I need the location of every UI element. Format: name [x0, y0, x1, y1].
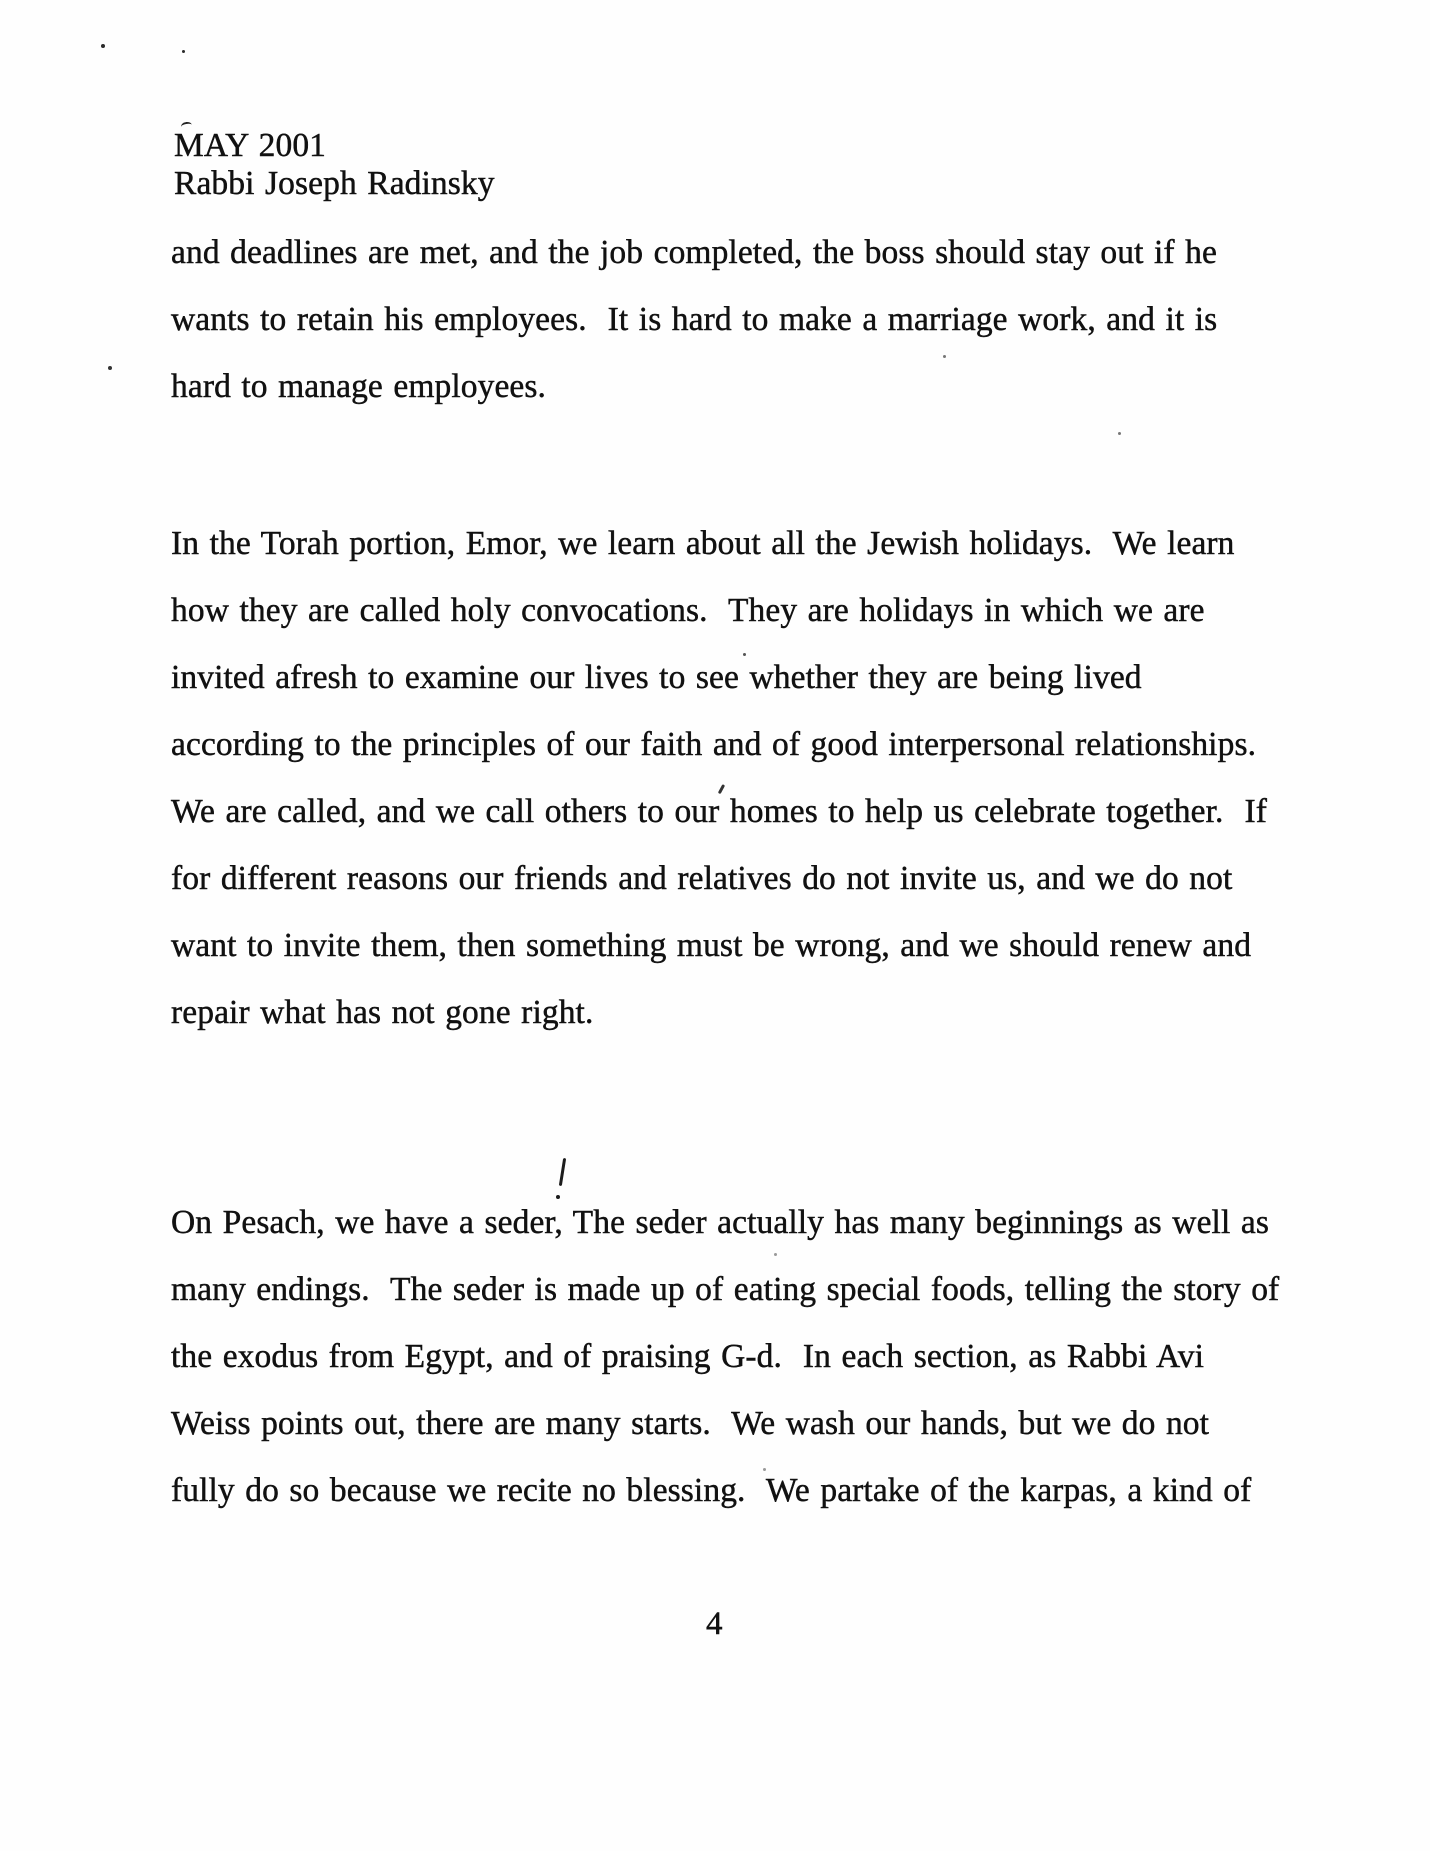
text-line: want to invite them, then something must be wrong, and we should renew and [171, 927, 1252, 964]
stray-dot-mark [556, 1195, 560, 1199]
text-line: many endings. The seder is made up of eating special foods, telling the story of [171, 1271, 1280, 1308]
scan-speck [774, 1253, 777, 1256]
text-line: according to the principles of our faith and of good interpersonal relationships. [171, 726, 1257, 763]
scan-speck [101, 44, 105, 48]
scan-speck [763, 1468, 766, 1471]
scan-speck [943, 355, 946, 358]
text-line: invited afresh to examine our lives to see whether they are being lived [171, 659, 1142, 696]
header-date-line: MAY 2001 [174, 127, 327, 164]
text-line: We are called, and we call others to our homes to help us celebrate together. If [171, 793, 1267, 830]
text-line: how they are called holy convocations. They are holidays in which we are [171, 592, 1205, 629]
text-line: hard to manage employees. [171, 368, 547, 405]
scan-speck [182, 50, 185, 53]
text-line: In the Torah portion, Emor, we learn about all the Jewish holidays. We learn [171, 525, 1235, 562]
scan-speck [108, 366, 112, 370]
text-line: wants to retain his employees. It is hard to make a marriage work, and it is [171, 301, 1218, 338]
page-number: 4 [706, 1606, 723, 1642]
scan-speck [1118, 432, 1121, 435]
text-line: the exodus from Egypt, and of praising G-d. In each section, as Rabbi Avi [171, 1338, 1205, 1375]
text-line: Weiss points out, there are many starts. We wash our hands, but we do not [171, 1405, 1210, 1442]
text-line: fully do so because we recite no blessing. We partake of the karpas, a kind of [171, 1472, 1252, 1509]
header-author-line: Rabbi Joseph Radinsky [174, 165, 495, 202]
text-line: On Pesach, we have a seder, The seder actually has many beginnings as well as [171, 1204, 1269, 1241]
scan-speck [743, 653, 746, 656]
text-line: and deadlines are met, and the job completed, the boss should stay out if he [171, 234, 1217, 271]
stray-slash-mark [559, 1158, 566, 1186]
text-line: for different reasons our friends and relatives do not invite us, and we do not [171, 860, 1233, 897]
text-line: repair what has not gone right. [171, 994, 594, 1031]
